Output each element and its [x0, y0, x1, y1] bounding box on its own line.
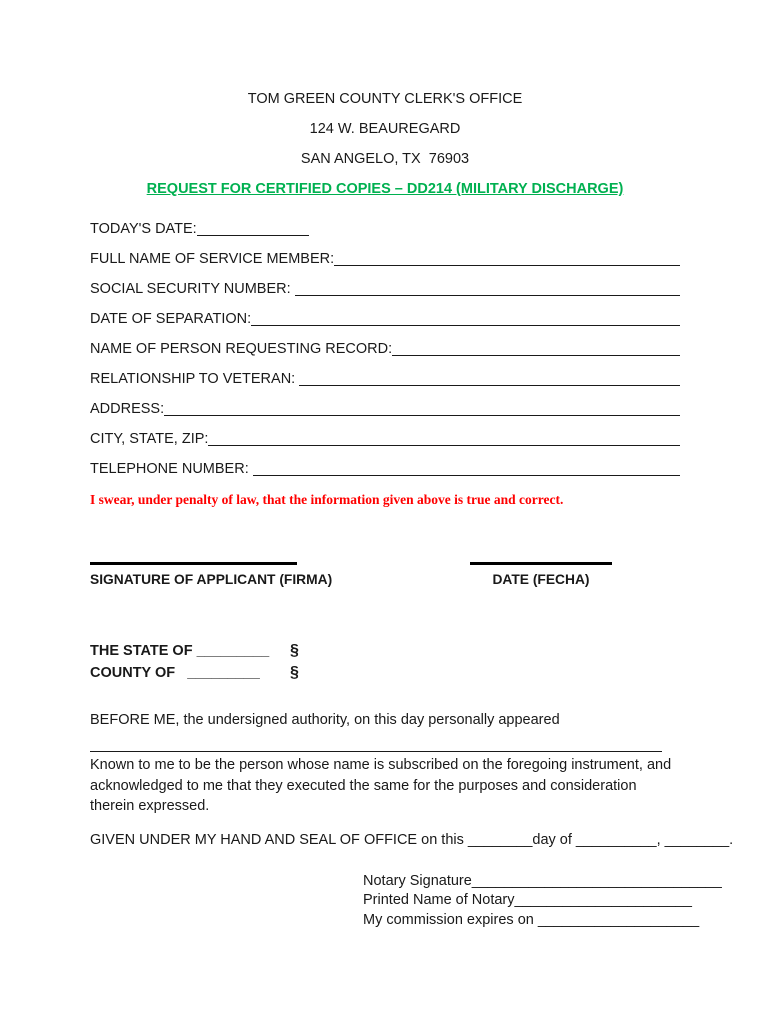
county-of-row [90, 662, 680, 684]
state-of-line[interactable]: THE STATE OF _________ [90, 643, 270, 659]
field-row-separation-date [90, 304, 680, 334]
field-row-service-member [90, 244, 680, 274]
notary-block [363, 872, 722, 931]
field-row-relationship [90, 364, 680, 394]
given-under-text: GIVEN UNDER MY HAND AND SEAL OF OFFICE on this ________day of __________, ________. [90, 831, 734, 848]
signature-section [90, 562, 680, 590]
office-name: TOM GREEN COUNTY CLERK'S OFFICE [247, 91, 523, 107]
section-symbol: § [290, 664, 299, 681]
field-row-address [90, 394, 680, 424]
address-line[interactable] [164, 415, 680, 416]
service-member-line[interactable] [334, 265, 680, 266]
form-fields [90, 214, 680, 484]
telephone-line[interactable] [253, 475, 680, 476]
notary-signature-line[interactable]: Notary Signature_______________________________ [363, 872, 722, 889]
document-header [90, 84, 680, 204]
todays-date-line[interactable] [197, 235, 309, 236]
notary-commission-line[interactable]: My commission expires on ____________________ [363, 911, 700, 928]
county-of-line[interactable]: COUNTY OF _________ [90, 665, 260, 681]
separation-date-line[interactable] [251, 325, 680, 326]
address-label: ADDRESS: [90, 401, 165, 417]
requester-name-line[interactable] [392, 355, 680, 356]
ssn-line[interactable] [295, 295, 680, 296]
date-line[interactable] [470, 562, 612, 565]
section-symbol: § [290, 642, 299, 659]
form-title: REQUEST FOR CERTIFIED COPIES – DD214 (MILITARY DISCHARGE) [146, 181, 624, 197]
field-row-todays-date [90, 214, 680, 244]
appeared-name-line[interactable] [90, 730, 662, 752]
date-label: DATE (FECHA) [492, 572, 590, 587]
requester-name-label: NAME OF PERSON REQUESTING RECORD: [90, 341, 393, 357]
ssn-label: SOCIAL SECURITY NUMBER: [90, 281, 295, 297]
field-row-ssn [90, 274, 680, 304]
telephone-label: TELEPHONE NUMBER: [90, 461, 253, 477]
todays-date-label: TODAY'S DATE: [90, 221, 197, 237]
state-of-row [90, 640, 680, 662]
jurat-section [90, 640, 734, 850]
city-state-zip-label: CITY, STATE, ZIP: [90, 431, 209, 447]
field-row-telephone [90, 454, 680, 484]
applicant-signature-label: SIGNATURE OF APPLICANT (FIRMA) [90, 572, 333, 587]
relationship-label: RELATIONSHIP TO VETERAN: [90, 371, 300, 387]
service-member-label: FULL NAME OF SERVICE MEMBER: [90, 251, 335, 267]
oath-statement: I swear, under penalty of law, that the information given above is true and correct. [90, 492, 564, 507]
before-me-text: BEFORE ME, the undersigned authority, on this day personally appeared [90, 712, 560, 728]
office-street: 124 W. BEAUREGARD [309, 121, 461, 137]
office-city-state-zip: SAN ANGELO, TX 76903 [300, 151, 470, 167]
notary-printed-name-line[interactable]: Printed Name of Notary______________________ [363, 892, 692, 908]
field-row-requester-name [90, 334, 680, 364]
field-row-city-state-zip [90, 424, 680, 454]
known-statement: Known to me to be the person whose name is subscribed on the foregoing instrument, and acknowledged to me that they executed the same for the purposes and consideration therein expressed. [90, 757, 672, 814]
date-signature-block [470, 562, 612, 590]
relationship-line[interactable] [299, 385, 680, 386]
form-title-row [90, 174, 680, 204]
applicant-signature-line[interactable] [90, 562, 297, 565]
city-state-zip-line[interactable] [208, 445, 680, 446]
applicant-signature-block [90, 562, 333, 590]
separation-date-label: DATE OF SEPARATION: [90, 311, 252, 327]
